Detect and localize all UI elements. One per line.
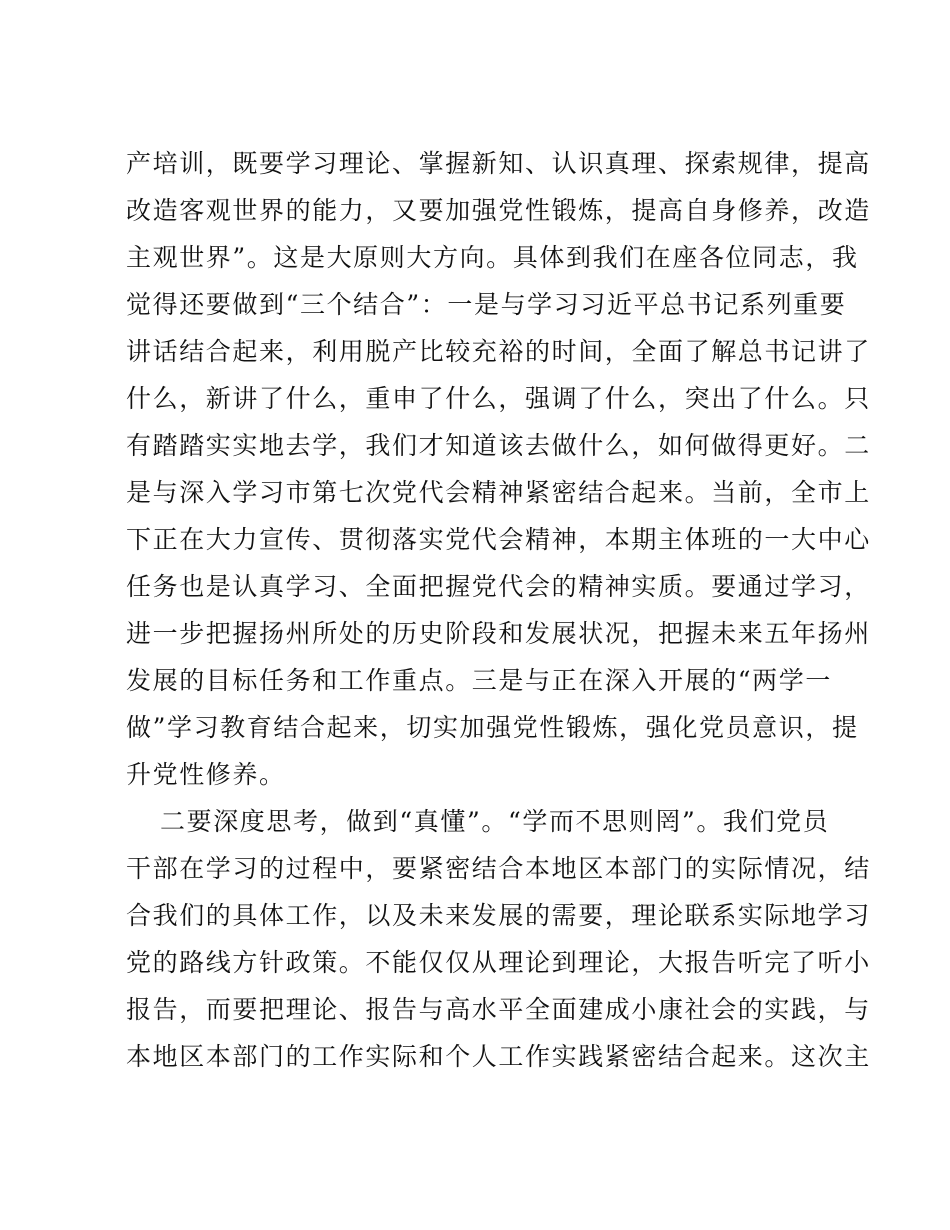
text-line: 讲话结合起来，利用脱产比较充裕的时间，全面了解总书记讲了 <box>126 337 871 366</box>
text-line: 产培训，既要学习理论、掌握新知、认识真理、探索规律，提高 <box>126 149 871 178</box>
text-line: 有踏踏实实地去学，我们才知道该去做什么，如何做得更好。二 <box>126 431 871 460</box>
text-line: 什么，新讲了什么，重申了什么，强调了什么，突出了什么。只 <box>126 384 871 413</box>
text-line: 进一步把握扬州所处的历史阶段和发展状况，把握未来五年扬州 <box>126 619 871 648</box>
text-line: 报告，而要把理论、报告与高水平全面建成小康社会的实践，与 <box>126 995 871 1024</box>
body-text <box>126 140 871 1080</box>
paragraph-start-line: 二要深度思考，做到“真懂”。“学而不思则罔”。我们党员 <box>160 807 830 836</box>
text-line: 下正在大力宣传、贯彻落实党代会精神，本期主体班的一大中心 <box>126 525 871 554</box>
text-line: 本地区本部门的工作实际和个人工作实践紧密结合起来。这次主 <box>126 1042 871 1071</box>
text-line: 党的路线方针政策。不能仅仅从理论到理论，大报告听完了听小 <box>126 948 871 977</box>
text-line: 觉得还要做到“三个结合”：一是与学习习近平总书记系列重要 <box>126 290 847 319</box>
text-line: 升党性修养。 <box>126 760 286 789</box>
text-line: 发展的目标任务和工作重点。三是与正在深入开展的“两学一 <box>126 666 832 695</box>
text-line: 是与深入学习市第七次党代会精神紧密结合起来。当前，全市上 <box>126 478 871 507</box>
text-line: 合我们的具体工作，以及未来发展的需要，理论联系实际地学习 <box>126 901 871 930</box>
text-line: 任务也是认真学习、全面把握党代会的精神实质。要通过学习， <box>126 572 871 601</box>
text-line: 主观世界”。这是大原则大方向。具体到我们在座各位同志，我 <box>126 243 859 272</box>
text-line: 改造客观世界的能力，又要加强党性锻炼，提高自身修养，改造 <box>126 196 871 225</box>
text-line: 干部在学习的过程中，要紧密结合本地区本部门的实际情况，结 <box>126 854 871 883</box>
text-line: 做”学习教育结合起来，切实加强党性锻炼，强化党员意识，提 <box>126 713 859 742</box>
